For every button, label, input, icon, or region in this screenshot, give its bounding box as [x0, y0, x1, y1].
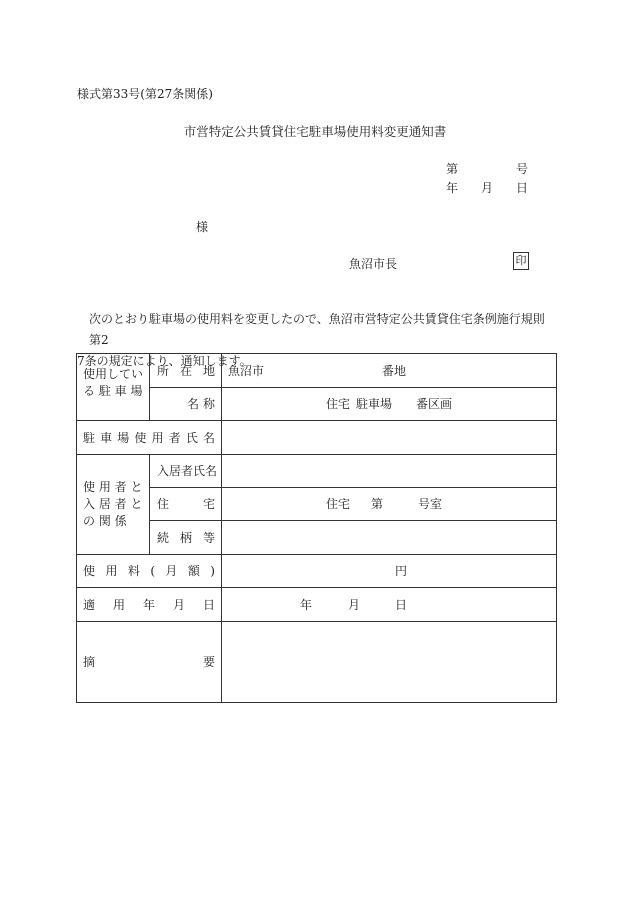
apply-day: 日: [395, 597, 408, 612]
location-city: 魚沼市: [228, 364, 265, 378]
name-parking: 駐車場: [356, 397, 393, 411]
date-day: 日: [515, 181, 528, 195]
parking-group-line-2: る 駐 車 場: [83, 384, 143, 398]
fee-unit: 円: [395, 564, 408, 578]
date-month: 月: [480, 181, 493, 195]
user-name-label: 駐 車 場 使 用 者 氏 名: [83, 430, 215, 445]
parking-group-label: [83, 366, 145, 400]
apply-date-label: 適 用 年 月 日: [83, 597, 215, 612]
resident-group-line-1: 使 用 者 と: [83, 480, 143, 494]
location-banchi: 番地: [382, 364, 407, 378]
name-housing: 住宅: [326, 397, 351, 411]
seal-mark: 印: [513, 252, 529, 270]
remarks-label: 摘 要: [83, 655, 215, 669]
body-line-2: 7条の規定により、通知します。: [77, 354, 252, 368]
relation-label: 続 柄 等: [157, 530, 215, 545]
parking-group-line-1: 使用してい: [83, 367, 144, 381]
location-label: 所 在 地: [157, 364, 215, 378]
residence-room: 号室: [418, 497, 443, 511]
resident-group-line-3: の 関 係: [83, 514, 127, 528]
document-date: [446, 179, 528, 196]
document-title: 市営特定公共賃貸住宅駐車場使用料変更通知書: [183, 124, 447, 139]
addressee: 様: [196, 220, 209, 234]
number-prefix: 第: [446, 162, 459, 176]
residence-dai: 第: [371, 497, 384, 511]
notice-table: [76, 353, 557, 703]
resident-group-line-2: 入 居 者 と: [83, 497, 143, 511]
name-label: 名 称: [187, 397, 215, 411]
body-line-1: 次のとおり駐車場の使用料を変更したので、魚沼市営特定公共賃貸住宅条例施行規則第2: [89, 312, 545, 347]
resident-name-label: 入居者氏名: [157, 464, 218, 478]
date-year: 年: [446, 181, 459, 195]
form-id: 様式第33号(第27条関係): [77, 87, 213, 101]
document-number: [446, 160, 528, 177]
residence-housing: 住宅: [326, 497, 351, 511]
apply-month: 月: [348, 597, 361, 612]
name-section: 番区画: [416, 397, 453, 411]
number-suffix: 号: [515, 162, 528, 176]
apply-year: 年: [300, 597, 313, 612]
fee-label: 使 用 料 ( 月 額 ): [83, 563, 215, 578]
sender: 魚沼市長: [349, 257, 398, 271]
resident-group-label: [83, 479, 145, 530]
residence-label: 住 宅: [157, 497, 215, 511]
